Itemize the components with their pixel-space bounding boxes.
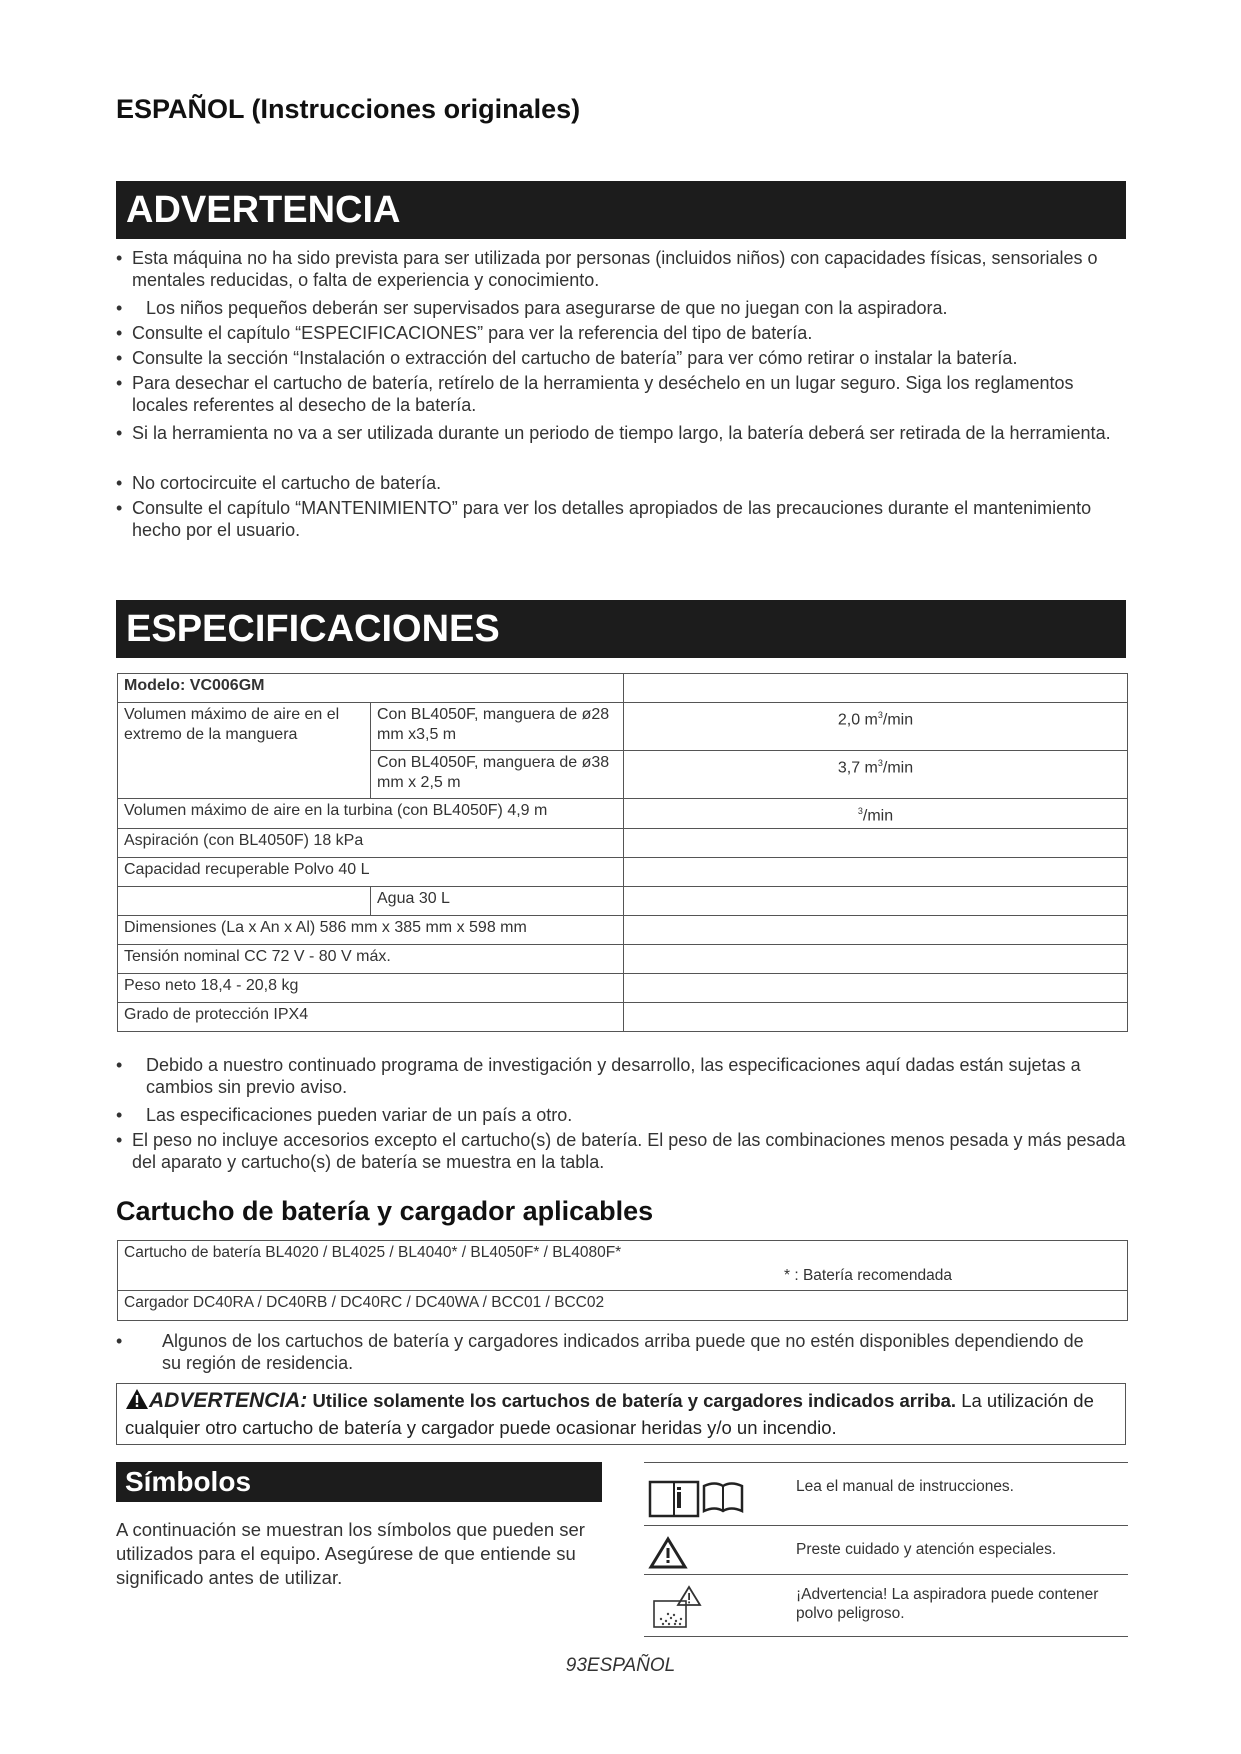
capacity-water-cell: Agua 30 L (371, 887, 624, 916)
warning-label: ADVERTENCIA: (149, 1389, 308, 1412)
warning-text: La utilización de cualquier otro cartucho de batería y cargador puede ocasionar heridas y/o un incendio. (125, 1390, 1094, 1438)
symbols-table (644, 1462, 1128, 1637)
voltage-cell: Tensión nominal CC 72 V - 80 V máx. (118, 945, 624, 974)
empty-cell (624, 916, 1128, 945)
table-row (118, 858, 1128, 887)
hose-28-condition-cell: Con BL4050F, manguera de ø28 mm x3,5 m (371, 703, 624, 751)
table-row (118, 1291, 1128, 1321)
list-item-text: Algunos de los cartuchos de batería y cargadores indicados arriba puede que no estén disponibles dependiendo de su región de residencia. (162, 1331, 1084, 1373)
list-item (116, 1104, 1126, 1126)
bullet: • (116, 423, 123, 443)
warning-triangle-icon (125, 1388, 149, 1416)
table-row (118, 887, 1128, 916)
capacity-cell: Capacidad recuperable Polvo 40 L (118, 858, 624, 887)
battery-section-title: Cartucho de batería y cargador aplicables (116, 1196, 654, 1226)
symbol-description: Preste cuidado y atención especiales. (796, 1541, 1057, 1558)
weight-cell: Peso neto 18,4 - 20,8 kg (118, 974, 624, 1003)
air-hose-label-cell: Volumen máximo de aire en el extremo de la manguera (118, 703, 371, 799)
list-item (116, 422, 1126, 469)
list-item-text: Consulte el capítulo “MANTENIMIENTO” para ver los detalles apropiados de las precauciones durante el mantenimiento hecho por el usuario. (132, 498, 1092, 540)
page-number: 93 (565, 1655, 587, 1676)
list-item-text: Las especificaciones pueden variar de un país a otro. (146, 1105, 573, 1125)
specs-notes-list (116, 1054, 1126, 1179)
symbol-row (644, 1574, 1128, 1637)
table-row (118, 945, 1128, 974)
table-row (118, 974, 1128, 1003)
list-item-text: No cortocircuite el cartucho de batería. (132, 473, 442, 493)
list-item (116, 347, 1126, 369)
battery-notes-list (116, 1330, 1126, 1380)
hose-28-value-cell: 2,0 $m^3/\min$ (624, 703, 1128, 751)
bullet: • (116, 1331, 123, 1351)
suction-cell: Aspiración (con BL4050F) 18 kPa (118, 829, 624, 858)
empty-cell (624, 858, 1128, 887)
specs-section-title: ESPECIFICACIONES (126, 608, 500, 650)
specs-table (117, 673, 1128, 1032)
bullet: • (116, 498, 123, 518)
battery-list: Cartucho de batería BL4020 / BL4025 / BL4040* / BL4050F* / BL4080F* (124, 1244, 622, 1261)
turbine-unit-cell: $^3$/min (624, 799, 1128, 829)
table-row (118, 916, 1128, 945)
bullet: • (116, 473, 123, 493)
bullet: • (116, 248, 123, 268)
empty-cell (624, 674, 1128, 703)
read-manual-icon (648, 1475, 744, 1524)
table-row (118, 1003, 1128, 1032)
table-row (118, 674, 1128, 703)
list-item-text: Para desechar el cartucho de batería, retírelo de la herramienta y deséchelo en un lugar seguro. Siga los reglamentos locales referentes al desecho de la batería. (132, 373, 1074, 415)
table-row (118, 829, 1128, 858)
list-item (116, 1054, 1126, 1101)
bullet: • (116, 1130, 123, 1150)
symbols-section-header (116, 1462, 602, 1502)
battery-row-cell (118, 1241, 1128, 1291)
warning-list (116, 247, 1126, 547)
charger-row-cell: Cargador DC40RA / DC40RB / DC40RC / DC40WA / BCC01 / BCC02 (118, 1291, 1128, 1321)
list-item (116, 372, 1126, 419)
specs-section-header (116, 600, 1126, 658)
empty-cell (624, 1003, 1128, 1032)
table-row (118, 1241, 1128, 1291)
hazardous-dust-icon (648, 1585, 704, 1636)
symbol-row (644, 1525, 1128, 1574)
page-language-title: ESPAÑOL (Instrucciones originales) (116, 94, 581, 124)
table-row (118, 703, 1128, 751)
list-item (116, 497, 1126, 544)
list-item (116, 1129, 1126, 1176)
battery-warning-box (116, 1383, 1126, 1445)
symbol-row (644, 1462, 1128, 1525)
bullet: • (116, 373, 123, 393)
recommended-note: * : Batería recomendada (784, 1267, 953, 1284)
list-item-text: Esta máquina no ha sido prevista para ser utilizada por personas (incluidos niños) con capacidades físicas, sensoriales o mentales reducidas, o falta de experiencia y conocimiento. (132, 248, 1098, 290)
symbols-intro: A continuación se muestran los símbolos que pueden ser utilizados para el equipo. Asegúrese de que entiende su significado antes de utilizar. (116, 1519, 585, 1588)
list-item-text: Consulte la sección “Instalación o extracción del cartucho de batería” para ver cómo retirar o instalar la batería. (132, 348, 1018, 368)
bullet: • (116, 1105, 123, 1125)
protection-cell: Grado de protección IPX4 (118, 1003, 624, 1032)
symbol-description: ¡Advertencia! La aspiradora puede contener polvo peligroso. (796, 1586, 1099, 1622)
bullet: • (116, 298, 123, 318)
empty-cell (624, 887, 1128, 916)
dimensions-cell: Dimensiones (La x An x Al) 586 mm x 385 mm x 598 mm (118, 916, 624, 945)
page-footer (0, 1655, 1241, 1677)
empty-cell (624, 829, 1128, 858)
turbine-cell: Volumen máximo de aire en la turbina (con BL4050F) 4,9 m (118, 799, 624, 829)
empty-cell (118, 887, 371, 916)
empty-cell (624, 974, 1128, 1003)
symbols-section-title: Símbolos (125, 1466, 252, 1497)
list-item (116, 247, 1126, 294)
list-item (116, 322, 1126, 344)
list-item (116, 297, 1126, 319)
warning-strong-text: Utilice solamente los cartuchos de batería y cargadores indicados arriba. (312, 1390, 957, 1411)
bullet: • (116, 348, 123, 368)
empty-cell (624, 945, 1128, 974)
footer-language: ESPAÑOL (586, 1655, 676, 1676)
list-item-text: Consulte el capítulo “ESPECIFICACIONES” para ver la referencia del tipo de batería. (132, 323, 813, 343)
hose-38-value-cell: 3,7 $m^3/\min$ (624, 751, 1128, 799)
list-item-text: Debido a nuestro continuado programa de investigación y desarrollo, las especificaciones aquí dadas están sujetas a cambios sin previo aviso. (146, 1055, 1081, 1097)
list-item (116, 472, 1126, 494)
warning-section-header (116, 181, 1126, 239)
warning-triangle-icon (648, 1536, 688, 1575)
list-item (116, 1330, 1126, 1377)
list-item-text: El peso no incluye accesorios excepto el cartucho(s) de batería. El peso de las combinaciones menos pesada y más pesada del aparato y cartucho(s) de batería se muestra en la tabla. (132, 1130, 1126, 1172)
bullet: • (116, 323, 123, 343)
bullet: • (116, 1055, 123, 1075)
warning-section-title: ADVERTENCIA (126, 189, 401, 231)
hose-38-condition-cell: Con BL4050F, manguera de ø38 mm x 2,5 m (371, 751, 624, 799)
model-cell: Modelo: VC006GM (118, 674, 624, 703)
battery-table (117, 1240, 1128, 1321)
table-row (118, 799, 1128, 829)
list-item-text: Los niños pequeños deberán ser supervisados para asegurarse de que no juegan con la aspiradora. (146, 298, 948, 318)
list-item-text: Si la herramienta no va a ser utilizada durante un periodo de tiempo largo, la batería deberá ser retirada de la herramienta. (132, 423, 1111, 443)
symbol-description: Lea el manual de instrucciones. (796, 1478, 1014, 1495)
